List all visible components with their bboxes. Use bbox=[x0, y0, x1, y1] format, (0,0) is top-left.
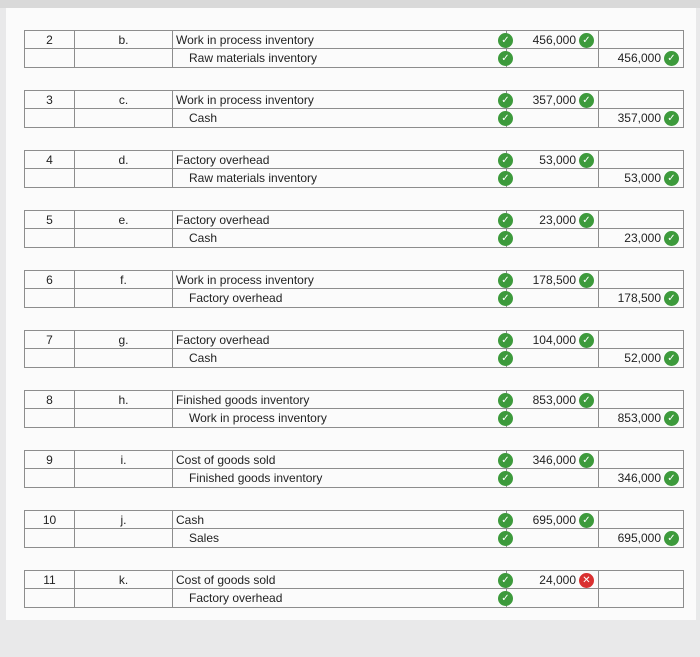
debit-amount-field[interactable] bbox=[507, 90, 599, 109]
check-circle-icon: ✓ bbox=[498, 213, 513, 228]
check-circle-icon: ✓ bbox=[579, 33, 594, 48]
debit-amount-field[interactable] bbox=[507, 49, 599, 68]
row-number-text: 7 bbox=[46, 333, 53, 347]
transaction-letter-text: e. bbox=[118, 213, 129, 227]
check-circle-icon: ✓ bbox=[498, 171, 513, 186]
credit-amount-field[interactable] bbox=[599, 169, 684, 188]
row-number bbox=[24, 30, 75, 49]
debit-amount-field-text: 104,000 bbox=[532, 333, 576, 347]
row-number-blank bbox=[24, 529, 75, 548]
debit-amount-field[interactable] bbox=[507, 390, 599, 409]
entry-gap bbox=[24, 188, 684, 210]
debit-amount-field[interactable] bbox=[507, 349, 599, 368]
check-circle-icon: ✓ bbox=[498, 333, 513, 348]
check-circle-icon: ✓ bbox=[498, 393, 513, 408]
row-number-text: 2 bbox=[46, 33, 53, 47]
journal-sheet bbox=[6, 8, 696, 620]
credit-account-field-text: Raw materials inventory bbox=[189, 171, 318, 185]
credit-account-field[interactable] bbox=[173, 49, 510, 68]
credit-account-field-text: Work in process inventory bbox=[189, 411, 327, 425]
debit-account-field-text: Work in process inventory bbox=[176, 93, 314, 107]
row-number-blank bbox=[24, 109, 75, 128]
check-circle-icon: ✓ bbox=[664, 351, 679, 366]
check-circle-icon: ✓ bbox=[498, 273, 513, 288]
check-circle-icon: ✓ bbox=[498, 573, 513, 588]
debit-account-field[interactable] bbox=[173, 390, 510, 409]
row-number-blank bbox=[24, 169, 75, 188]
transaction-letter-blank bbox=[75, 229, 173, 248]
row-number-blank bbox=[24, 49, 75, 68]
debit-account-field-text: Cash bbox=[176, 513, 205, 527]
transaction-letter bbox=[75, 570, 173, 589]
credit-account-field[interactable] bbox=[173, 409, 510, 428]
row-number bbox=[24, 390, 75, 409]
row-number-text: 10 bbox=[42, 513, 57, 527]
row-number bbox=[24, 330, 75, 349]
check-circle-icon: ✓ bbox=[498, 591, 513, 606]
transaction-letter-text: c. bbox=[118, 93, 129, 107]
credit-account-field[interactable] bbox=[173, 109, 510, 128]
check-circle-icon: ✓ bbox=[498, 51, 513, 66]
check-circle-icon: ✓ bbox=[498, 351, 513, 366]
transaction-letter-text: j. bbox=[120, 513, 127, 527]
credit-account-field[interactable] bbox=[173, 469, 510, 488]
debit-amount-field-text: 853,000 bbox=[532, 393, 576, 407]
check-circle-icon: ✓ bbox=[498, 291, 513, 306]
credit-amount-field-text: 456,000 bbox=[617, 51, 661, 65]
transaction-letter-blank bbox=[75, 49, 173, 68]
entry-gap bbox=[24, 128, 684, 150]
debit-account-field-text: Factory overhead bbox=[176, 333, 270, 347]
transaction-letter bbox=[75, 390, 173, 409]
check-circle-icon: ✓ bbox=[498, 513, 513, 528]
credit-amount-field[interactable] bbox=[599, 510, 684, 529]
debit-amount-field[interactable] bbox=[507, 150, 599, 169]
transaction-letter-text: h. bbox=[118, 393, 129, 407]
entry-gap bbox=[24, 308, 684, 330]
row-number bbox=[24, 150, 75, 169]
check-circle-icon: ✓ bbox=[579, 333, 594, 348]
credit-amount-field[interactable] bbox=[599, 469, 684, 488]
credit-amount-field[interactable] bbox=[599, 349, 684, 368]
debit-account-field-text: Cost of goods sold bbox=[176, 453, 276, 467]
row-number-text: 11 bbox=[43, 573, 56, 587]
check-circle-icon: ✓ bbox=[579, 153, 594, 168]
row-number-text: 6 bbox=[46, 273, 53, 287]
check-circle-icon: ✓ bbox=[498, 33, 513, 48]
debit-account-field[interactable] bbox=[173, 30, 510, 49]
credit-account-field-text: Factory overhead bbox=[189, 591, 283, 605]
transaction-letter bbox=[75, 150, 173, 169]
debit-account-field[interactable] bbox=[173, 270, 510, 289]
check-circle-icon: ✓ bbox=[498, 411, 513, 426]
row-number-text: 8 bbox=[46, 393, 53, 407]
credit-account-field-text: Sales bbox=[189, 531, 220, 545]
credit-amount-field[interactable] bbox=[599, 450, 684, 469]
debit-amount-field[interactable] bbox=[507, 289, 599, 308]
check-circle-icon: ✓ bbox=[498, 111, 513, 126]
transaction-letter bbox=[75, 510, 173, 529]
debit-amount-field[interactable] bbox=[507, 30, 599, 49]
credit-amount-field[interactable] bbox=[599, 589, 684, 608]
row-number bbox=[24, 510, 75, 529]
debit-amount-field-text: 346,000 bbox=[532, 453, 576, 467]
check-circle-icon: ✓ bbox=[664, 171, 679, 186]
transaction-letter bbox=[75, 210, 173, 229]
transaction-letter-blank bbox=[75, 109, 173, 128]
check-circle-icon: ✓ bbox=[664, 411, 679, 426]
transaction-letter bbox=[75, 450, 173, 469]
row-number-text: 9 bbox=[46, 453, 53, 467]
credit-amount-field[interactable] bbox=[599, 529, 684, 548]
transaction-letter-blank bbox=[75, 169, 173, 188]
credit-account-field[interactable] bbox=[173, 349, 510, 368]
row-number-text: 3 bbox=[46, 93, 53, 107]
debit-account-field[interactable] bbox=[173, 570, 510, 589]
debit-amount-field-text: 695,000 bbox=[532, 513, 576, 527]
credit-amount-field[interactable] bbox=[599, 49, 684, 68]
check-circle-icon: ✓ bbox=[498, 453, 513, 468]
debit-account-field[interactable] bbox=[173, 210, 510, 229]
transaction-letter-text: b. bbox=[118, 33, 129, 47]
row-number-blank bbox=[24, 589, 75, 608]
credit-amount-field-text: 346,000 bbox=[617, 471, 661, 485]
transaction-letter-blank bbox=[75, 349, 173, 368]
check-circle-icon: ✓ bbox=[579, 393, 594, 408]
credit-amount-field-text: 53,000 bbox=[624, 171, 661, 185]
debit-amount-field[interactable] bbox=[507, 210, 599, 229]
credit-amount-field[interactable] bbox=[599, 150, 684, 169]
transaction-letter bbox=[75, 330, 173, 349]
credit-amount-field-text: 52,000 bbox=[624, 351, 661, 365]
debit-account-field-text: Finished goods inventory bbox=[176, 393, 310, 407]
row-number-blank bbox=[24, 469, 75, 488]
credit-account-field[interactable] bbox=[173, 589, 510, 608]
check-circle-icon: ✓ bbox=[579, 453, 594, 468]
entry-gap bbox=[24, 68, 684, 90]
check-circle-icon: ✓ bbox=[664, 471, 679, 486]
row-number bbox=[24, 450, 75, 469]
debit-amount-field-text: 456,000 bbox=[532, 33, 576, 47]
transaction-letter-text: k. bbox=[118, 573, 129, 587]
debit-account-field[interactable] bbox=[173, 330, 510, 349]
entry-gap bbox=[24, 248, 684, 270]
entry-gap bbox=[24, 548, 684, 570]
check-circle-icon: ✓ bbox=[664, 531, 679, 546]
credit-account-field-text: Cash bbox=[189, 231, 218, 245]
transaction-letter bbox=[75, 90, 173, 109]
transaction-letter-text: g. bbox=[118, 333, 129, 347]
credit-amount-field-text: 695,000 bbox=[617, 531, 661, 545]
debit-amount-field[interactable] bbox=[507, 330, 599, 349]
check-circle-icon: ✓ bbox=[498, 231, 513, 246]
row-number bbox=[24, 210, 75, 229]
check-circle-icon: ✓ bbox=[498, 153, 513, 168]
row-number-blank bbox=[24, 409, 75, 428]
credit-account-field-text: Factory overhead bbox=[189, 291, 283, 305]
credit-amount-field[interactable] bbox=[599, 390, 684, 409]
transaction-letter-blank bbox=[75, 469, 173, 488]
credit-amount-field[interactable] bbox=[599, 270, 684, 289]
transaction-letter-blank bbox=[75, 589, 173, 608]
credit-account-field[interactable] bbox=[173, 529, 510, 548]
row-number bbox=[24, 90, 75, 109]
row-number bbox=[24, 570, 75, 589]
credit-account-field[interactable] bbox=[173, 169, 510, 188]
check-circle-icon: ✓ bbox=[498, 471, 513, 486]
credit-amount-field[interactable] bbox=[599, 210, 684, 229]
debit-account-field-text: Work in process inventory bbox=[176, 33, 314, 47]
credit-amount-field[interactable] bbox=[599, 409, 684, 428]
debit-amount-field[interactable] bbox=[507, 409, 599, 428]
check-circle-icon: ✓ bbox=[498, 531, 513, 546]
debit-account-field-text: Factory overhead bbox=[176, 213, 270, 227]
debit-amount-field[interactable] bbox=[507, 570, 599, 589]
debit-amount-field[interactable] bbox=[507, 469, 599, 488]
row-number-text: 4 bbox=[46, 153, 53, 167]
entry-gap bbox=[24, 368, 684, 390]
check-circle-icon: ✓ bbox=[498, 93, 513, 108]
credit-account-field[interactable] bbox=[173, 289, 510, 308]
credit-amount-field-text: 23,000 bbox=[624, 231, 661, 245]
check-circle-icon: ✓ bbox=[664, 51, 679, 66]
debit-amount-field-text: 357,000 bbox=[532, 93, 576, 107]
debit-amount-field[interactable] bbox=[507, 450, 599, 469]
debit-amount-field-text: 178,500 bbox=[532, 273, 576, 287]
credit-amount-field[interactable] bbox=[599, 289, 684, 308]
check-circle-icon: ✓ bbox=[579, 273, 594, 288]
check-circle-icon: ✓ bbox=[664, 231, 679, 246]
top-strip bbox=[0, 0, 700, 8]
credit-account-field-text: Finished goods inventory bbox=[189, 471, 323, 485]
transaction-letter-text: f. bbox=[120, 273, 127, 287]
transaction-letter-blank bbox=[75, 289, 173, 308]
journal-table bbox=[24, 30, 684, 608]
debit-amount-field[interactable] bbox=[507, 169, 599, 188]
transaction-letter-text: d. bbox=[118, 153, 129, 167]
debit-account-field[interactable] bbox=[173, 150, 510, 169]
debit-amount-field[interactable] bbox=[507, 510, 599, 529]
debit-account-field[interactable] bbox=[173, 510, 510, 529]
debit-amount-field[interactable] bbox=[507, 270, 599, 289]
row-number bbox=[24, 270, 75, 289]
debit-amount-field[interactable] bbox=[507, 529, 599, 548]
debit-amount-field-text: 53,000 bbox=[539, 153, 576, 167]
row-number-blank bbox=[24, 229, 75, 248]
check-circle-icon: ✓ bbox=[664, 291, 679, 306]
debit-account-field-text: Work in process inventory bbox=[176, 273, 314, 287]
credit-amount-field[interactable] bbox=[599, 109, 684, 128]
debit-amount-field-text: 24,000 bbox=[539, 573, 576, 587]
credit-amount-field-text: 357,000 bbox=[617, 111, 661, 125]
credit-amount-field[interactable] bbox=[599, 570, 684, 589]
transaction-letter-text: i. bbox=[120, 453, 127, 467]
credit-account-field-text: Raw materials inventory bbox=[189, 51, 318, 65]
credit-account-field-text: Cash bbox=[189, 351, 218, 365]
debit-account-field[interactable] bbox=[173, 450, 510, 469]
row-number-text: 5 bbox=[46, 213, 53, 227]
entry-gap bbox=[24, 488, 684, 510]
row-number-blank bbox=[24, 349, 75, 368]
credit-amount-field[interactable] bbox=[599, 229, 684, 248]
debit-amount-field-text: 23,000 bbox=[539, 213, 576, 227]
credit-amount-field[interactable] bbox=[599, 330, 684, 349]
transaction-letter-blank bbox=[75, 529, 173, 548]
check-circle-icon: ✓ bbox=[664, 111, 679, 126]
debit-account-field-text: Factory overhead bbox=[176, 153, 270, 167]
credit-amount-field-text: 178,500 bbox=[617, 291, 661, 305]
debit-account-field[interactable] bbox=[173, 90, 510, 109]
transaction-letter-blank bbox=[75, 409, 173, 428]
entry-gap bbox=[24, 428, 684, 450]
credit-account-field[interactable] bbox=[173, 229, 510, 248]
credit-account-field-text: Cash bbox=[189, 111, 218, 125]
check-circle-icon: ✓ bbox=[579, 513, 594, 528]
transaction-letter bbox=[75, 30, 173, 49]
transaction-letter bbox=[75, 270, 173, 289]
check-circle-icon: ✓ bbox=[579, 213, 594, 228]
credit-amount-field-text: 853,000 bbox=[617, 411, 661, 425]
debit-amount-field[interactable] bbox=[507, 109, 599, 128]
credit-amount-field[interactable] bbox=[599, 30, 684, 49]
x-circle-icon: ✕ bbox=[579, 573, 594, 588]
debit-amount-field[interactable] bbox=[507, 589, 599, 608]
credit-amount-field[interactable] bbox=[599, 90, 684, 109]
debit-amount-field[interactable] bbox=[507, 229, 599, 248]
check-circle-icon: ✓ bbox=[579, 93, 594, 108]
debit-account-field-text: Cost of goods sold bbox=[176, 573, 276, 587]
row-number-blank bbox=[24, 289, 75, 308]
